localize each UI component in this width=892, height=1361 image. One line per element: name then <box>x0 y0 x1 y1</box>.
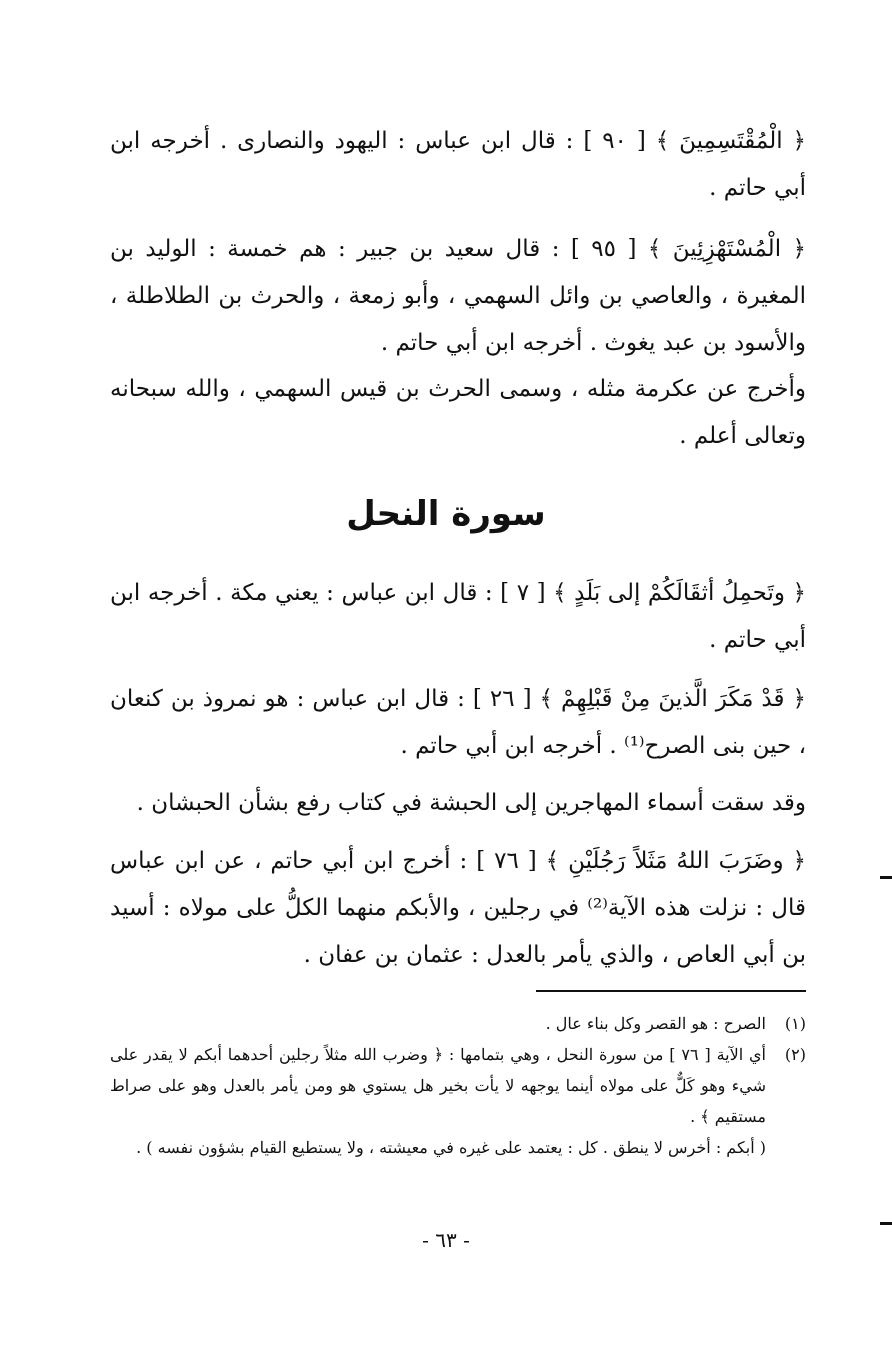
footnote-line: الصرح : هو القصر وكل بناء عال . <box>545 1014 766 1033</box>
paragraph-habasha-note: وقد سقت أسماء المهاجرين إلى الحبشة في كتاب رفع بشأن الحبشان . <box>136 790 806 816</box>
footnote-2 <box>110 1039 806 1163</box>
scan-edge-mark <box>880 876 892 879</box>
paragraph-daraba-mathalan: ﴿ وضَرَبَ اللهُ مَثَلاً رَجُلَيْنِ ﴾ [ ٧٦ ] : أخرج ابن أبي حاتم ، عن ابن عباس قال : نزلت هذه الآية⁽²⁾ في رجلين ، والأبكم منهما الكلُّ على مولاه : أسيد بن أبي العاص ، والذي يأمر بالعدل : عثمان بن عفان . <box>110 848 806 968</box>
paragraph-muqtasimin: ﴿ الْمُقْتَسِمِينَ ﴾ [ ٩٠ ] : قال ابن عباس : اليهود والنصارى . أخرجه ابن أبي حاتم . <box>110 128 806 201</box>
paragraph-qad-makara: ﴿ قَدْ مَكَرَ الَّذينَ مِنْ قَبْلِهِمْ ﴾ [ ٢٦ ] : قال ابن عباس : هو نمروذ بن كنعان ، حين بنى الصرح⁽¹⁾ . أخرجه ابن أبي حاتم . <box>110 686 806 759</box>
paragraph-mustahzien: ﴿ الْمُسْتَهْزِئِينَ ﴾ [ ٩٥ ] : قال سعيد بن جبير : هم خمسة : الوليد بن المغيرة ، والعاصي بن وائل السهمي ، وأبو زمعة ، والحرث بن الطلاطلة ، والأسود بن عبد يغوث . أخرجه ابن أبي حاتم . <box>110 236 806 356</box>
scan-edge-mark <box>880 1222 892 1225</box>
footnotes-section <box>110 1008 806 1163</box>
paragraph-tahmil-athqalakum: ﴿ وتَحمِلُ أثقَالَكُمْ إلى بَلَدٍ ﴾ [ ٧ ] : قال ابن عباس : يعني مكة . أخرجه ابن أبي حاتم . <box>110 580 807 653</box>
footnote-divider <box>536 990 806 992</box>
surah-title: سورة النحل <box>346 494 546 534</box>
footnote-text <box>110 1008 766 1039</box>
footnote-text <box>110 1039 766 1163</box>
footnote-line: ( أبكم : أخرس لا ينطق . كل : يعتمد على غيره في معيشته ، ولا يستطيع القيام بشؤون نفسه ) . <box>136 1138 766 1157</box>
footnote-number: (١) <box>784 1014 806 1033</box>
page-number: - ٦٣ - <box>422 1228 470 1252</box>
footnote-1 <box>110 1008 806 1039</box>
footnote-line: أي الآية [ ٧٦ ] من سورة النحل ، وهي بتمامها : ﴿ وضرب الله مثلاً رجلين أحدهما أبكم لا يقدر على شيء وهو كَلٌّ على مولاه أينما يوجهه لا يأت بخير هل يستوي هو ومن يأمر بالعدل وهو على صراط مستقيم ﴾ . <box>110 1045 766 1126</box>
paragraph-ikrima: وأخرج عن عكرمة مثله ، وسمى الحرث بن قيس السهمي ، والله سبحانه وتعالى أعلم . <box>110 376 806 449</box>
footnote-number: (٢) <box>784 1045 806 1064</box>
